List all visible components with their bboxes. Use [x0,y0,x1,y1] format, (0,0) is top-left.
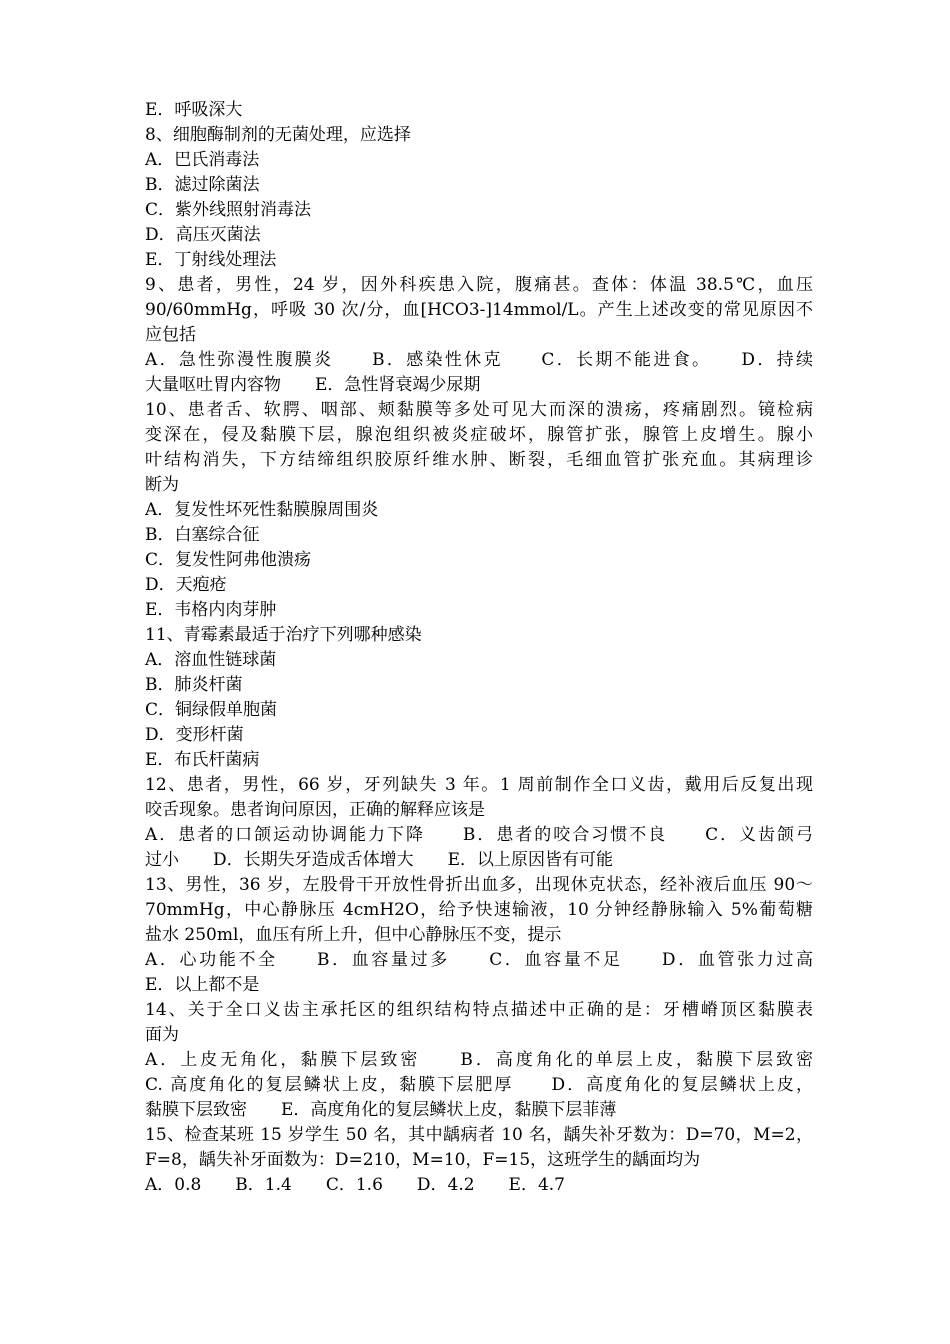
text-line: D．变形杆菌 [145,725,244,745]
text-line: C. 高度角化的复层鳞状上皮，黏膜下层肥厚 D．高度角化的复层鳞状上皮， [145,1075,813,1095]
text-line: C．紫外线照射消毒法 [145,200,312,220]
text-line: 黏膜下层致密 E．高度角化的复层鳞状上皮，黏膜下层菲薄 [145,1100,617,1120]
text-line: 14、关于全口义齿主承托区的组织结构特点描述中正确的是：牙槽嵴顶区黏膜表 [145,1000,813,1020]
text-line: 变深在，侵及黏膜下层，腺泡组织被炎症破坏，腺管扩张，腺管上皮增生。腺小 [145,425,813,445]
text-line: 12、患者，男性，66 岁，牙列缺失 3 年。1 周前制作全口义齿，戴用后反复出现 [145,775,813,795]
text-line: E．韦格内肉芽肿 [145,600,277,620]
text-line: B．白塞综合征 [145,525,260,545]
text-line: A．上皮无角化，黏膜下层致密 B．高度角化的单层上皮，黏膜下层致密 [145,1050,813,1070]
text-line: A．溶血性链球菌 [145,650,277,670]
text-line: 15、检查某班 15 岁学生 50 名，其中龋病者 10 名，龋失补牙数为：D=70，M=2， [145,1125,813,1145]
text-line: C．复发性阿弗他溃疡 [145,550,312,570]
text-line: 10、患者舌、软腭、咽部、颊黏膜等多处可见大而深的溃疡，疼痛剧烈。镜检病 [145,400,813,420]
text-line: 面为 [145,1025,179,1045]
text-line: 盐水 250ml，血压有所上升，但中心静脉压不变，提示 [145,925,562,945]
text-line: E．呼吸深大 [145,100,243,120]
text-line: F=8，龋失补牙面数为：D=210，M=10，F=15，这班学生的龋面均为 [145,1150,701,1170]
text-line: 90/60mmHg，呼吸 30 次/分，血[HCO3-]14mmol/L。产生上述改变的常见原因不 [145,300,813,320]
text-line: A．0.8 B．1.4 C．1.6 D．4.2 E．4.7 [145,1175,565,1195]
text-line: 应包括 [145,325,196,345]
text-line: 9、患者，男性，24 岁，因外科疾患入院，腹痛甚。查体：体温 38.5℃，血压 [145,275,813,295]
text-line: E．丁射线处理法 [145,250,277,270]
text-line: D．高压灭菌法 [145,225,261,245]
text-line: C．铜绿假单胞菌 [145,700,278,720]
text-line: A．心功能不全 B．血容量过多 C．血容量不足 D．血管张力过高 [145,950,813,970]
text-line: 8、细胞酶制剂的无菌处理，应选择 [145,125,411,145]
text-line: A．急性弥漫性腹膜炎 B．感染性休克 C．长期不能进食。 D．持续 [145,350,813,370]
text-line: 11、青霉素最适于治疗下列哪种感染 [145,625,422,645]
text-line: 13、男性，36 岁，左股骨干开放性骨折出血多，出现休克状态，经补液后血压 90～ [145,875,813,895]
text-line: 叶结构消失，下方结缔组织胶原纤维水肿、断裂，毛细血管扩张充血。其病理诊 [145,450,813,470]
text-line: B．滤过除菌法 [145,175,260,195]
text-line: A．患者的口颌运动协调能力下降 B．患者的咬合习惯不良 C．义齿颌弓 [145,825,813,845]
text-line: A．复发性坏死性黏膜腺周围炎 [145,500,379,520]
text-line: 大量呕吐胃内容物 E．急性肾衰竭少尿期 [145,375,481,395]
text-line: 咬舌现象。患者询问原因，正确的解释应该是 [145,800,485,820]
text-line: B．肺炎杆菌 [145,675,243,695]
text-line: 断为 [145,475,179,495]
text-line: A．巴氏消毒法 [145,150,260,170]
document-page [145,98,813,1198]
text-line: E．以上都不是 [145,975,260,995]
text-line: D．天疱疮 [145,575,227,595]
text-line: 70mmHg，中心静脉压 4cmH2O，给予快速输液，10 分钟经静脉输入 5%葡萄糖 [145,900,813,920]
text-line: E．布氏杆菌病 [145,750,260,770]
text-line: 过小 D．长期失牙造成舌体增大 E．以上原因皆有可能 [145,850,614,870]
